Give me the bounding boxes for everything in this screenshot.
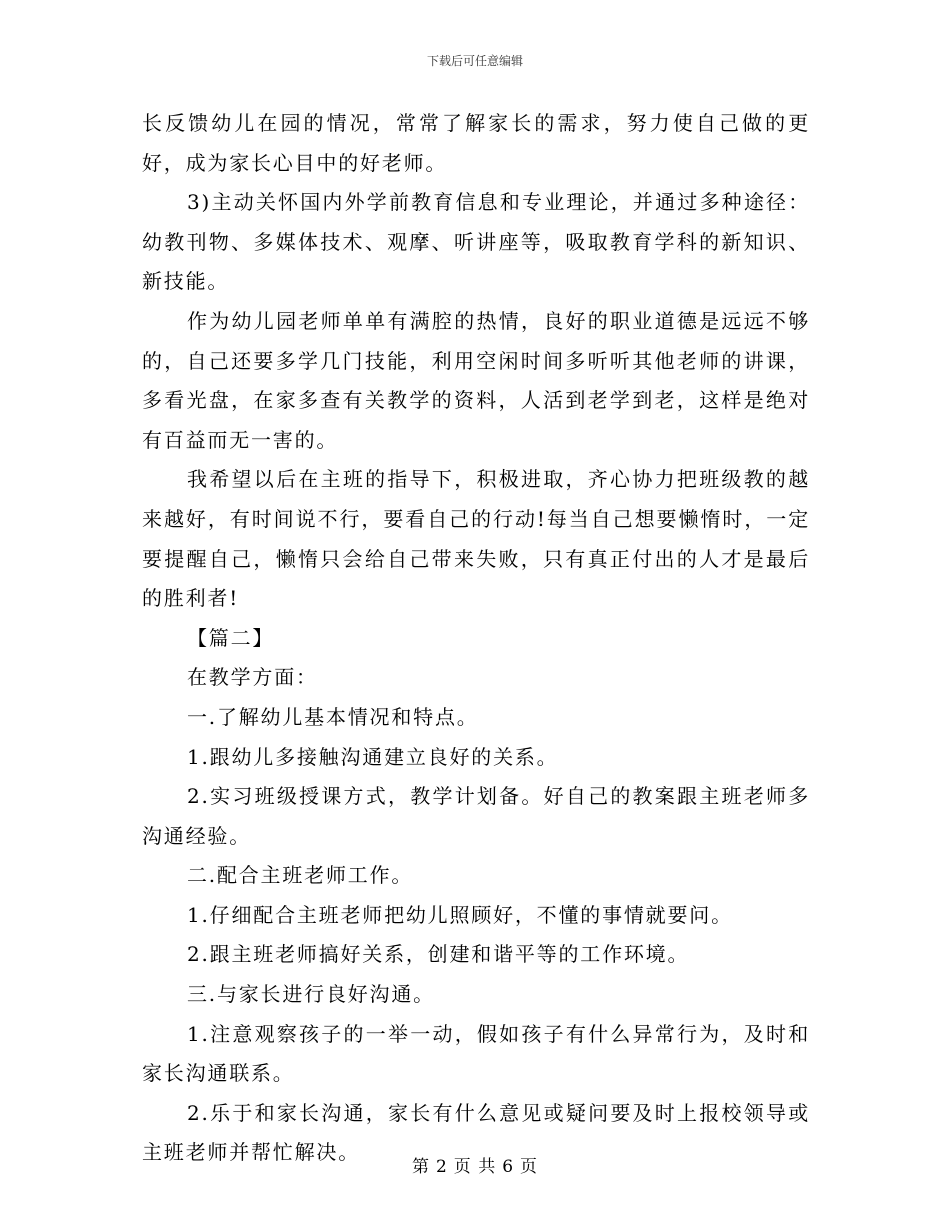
list-item: 1.注意观察孩子的一举一动，假如孩子有什么异常行为，及时和家长沟通联系。 [142,1021,810,1086]
paragraph: 作为幼儿园老师单单有满腔的热情，良好的职业道德是远远不够的，自己还要多学几门技能，利用空闲时间多听听其他老师的讲课，多看光盘，在家多查有关教学的资料，人活到老学到老，这样是绝对有百益而无一害的。 [142,308,810,452]
footer-prefix: 第 [411,1157,430,1177]
list-item: 2.跟主班老师搞好关系，创建和谐平等的工作环境。 [187,942,690,967]
paragraph: 3)主动关怀国内外学前教育信息和专业理论，并通过多种途径：幼教刊物、多媒体技术、观摩、听讲座等，吸取教育学科的新知识、新技能。 [142,190,810,294]
paragraph: 在教学方面： [187,665,318,690]
list-item: 2.乐于和家长沟通，家长有什么意见或疑问要及时上报校领导或主班老师并帮忙解决。 [142,1100,810,1165]
list-item: 1.仔细配合主班老师把幼儿照顾好，不懂的事情就要问。 [187,902,733,927]
footer-middle: 页 共 [453,1157,497,1177]
list-heading: 二.配合主班老师工作。 [187,863,414,888]
list-item: 2.实习班级授课方式，教学计划备。好自己的教案跟主班老师多沟通经验。 [142,784,810,848]
paragraph: 长反馈幼儿在园的情况，常常了解家长的需求，努力使自己做的更好，成为家长心目中的好老师。 [142,111,810,175]
section-heading: 【篇二】 [187,625,275,650]
list-heading: 三.与家长进行良好沟通。 [187,982,435,1007]
footer-suffix: 页 [520,1157,539,1177]
list-item: 1.跟幼儿多接触沟通建立良好的关系。 [187,744,559,769]
document-body [142,104,810,1173]
page-total: 6 [502,1157,515,1177]
page-number: 2 [435,1157,448,1177]
page-footer [0,1152,950,1177]
page-header: 下载后可任意编辑 [426,54,523,68]
paragraph: 我希望以后在主班的指导下，积极进取，齐心协力把班级教的越来越好，有时间说不行，要看自己的行动!每当自己想要懒惰时，一定要提醒自己，懒惰只会给自己带来失败，只有真正付出的人才是最后的胜利者! [142,467,810,611]
list-heading: 一.了解幼儿基本情况和特点。 [187,704,479,729]
